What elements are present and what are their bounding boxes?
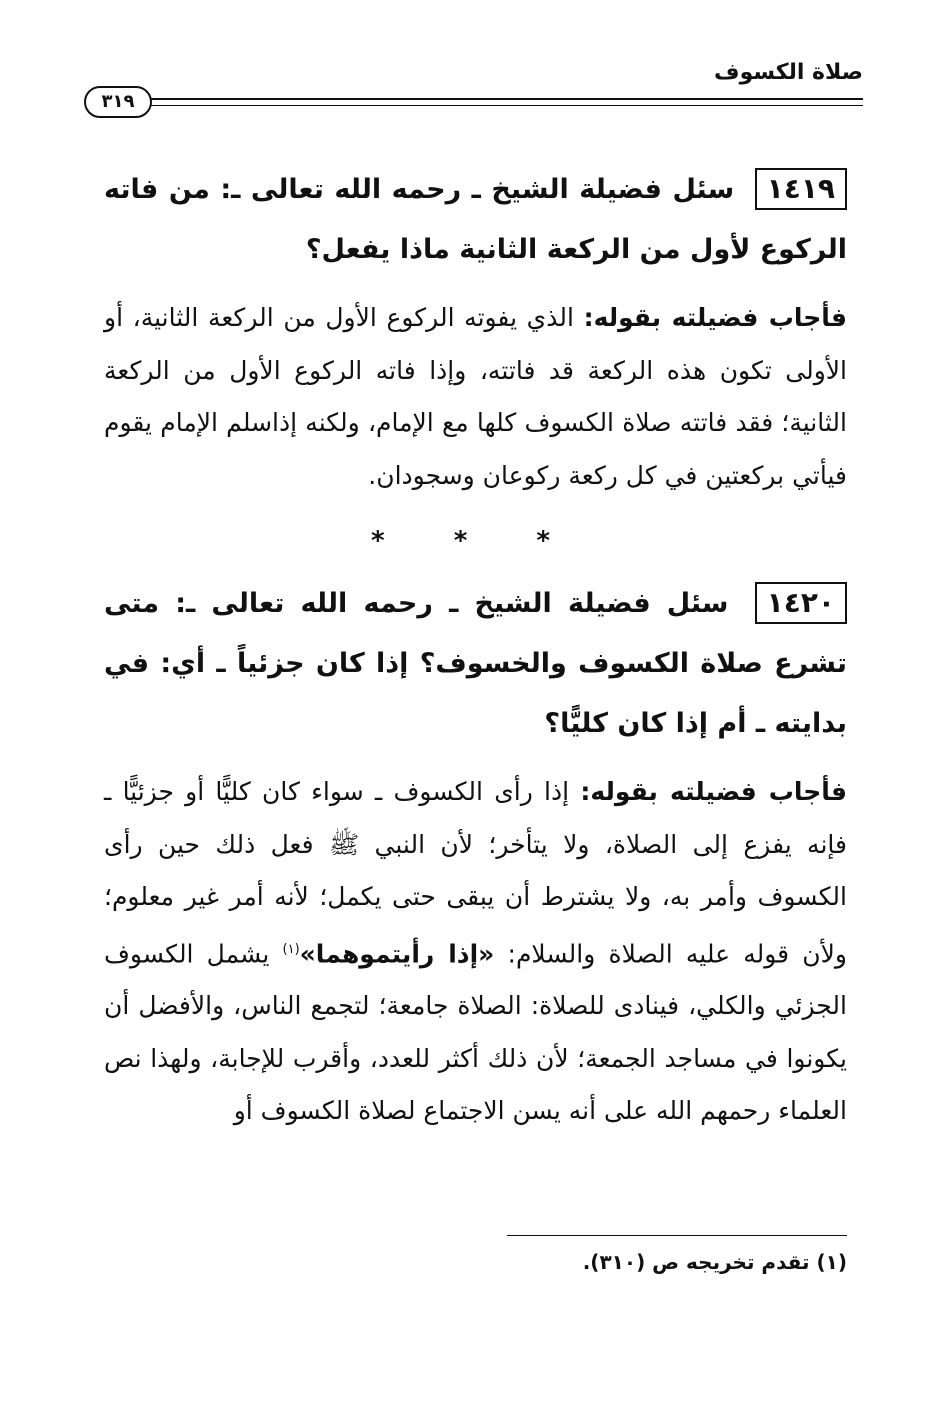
header-rule	[140, 98, 863, 106]
answer-lead-1419: فأجاب فضيلته بقوله:	[583, 303, 848, 332]
question-text-1419: سئل فضيلة الشيخ ـ رحمه الله تعالى ـ: من فاته الركوع لأول من الركعة الثانية ماذا يفعل؟	[104, 174, 847, 265]
section-separator: * * *	[371, 526, 580, 556]
footnote-marker[interactable]: (١)	[282, 941, 300, 957]
page-number: ٣١٩	[84, 86, 152, 118]
question-1420	[104, 574, 847, 754]
question-1419	[104, 160, 847, 280]
answer-text-1420-part1: إذا رأى الكسوف ـ سواء كان كليًّا أو جزئيًّا ـ فإنه يفزع إلى الصلاة، ولا يتأخر؛ لأن النبي ﷺ فعل ذلك حين رأى الكسوف وأمر به، ولا يشترط أن يبقى حتى يكمل؛ لأنه أمر غير معلوم؛ ولأن قوله عليه الصلاة والسلام:	[104, 777, 847, 968]
running-title: صلاة الكسوف	[714, 60, 863, 85]
question-number-1420: ١٤٢٠	[755, 582, 847, 624]
answer-1420	[104, 766, 847, 1138]
question-number-1419: ١٤١٩	[755, 168, 847, 210]
answer-1419	[104, 292, 847, 502]
answer-text-1420-part2: يشمل الكسوف الجزئي والكلي، فينادى للصلاة: الصلاة جامعة؛ لتجمع الناس، والأفضل أن يكونوا في مساجد الجمعة؛ لأن ذلك أكثر للعدد، وأقرب للإجابة، ولهذا نص العلماء رحمهم الله على أنه يسن الاجتماع لصلاة الكسوف أو	[104, 938, 847, 1126]
footnote-rule	[507, 1235, 847, 1236]
answer-text-1419: الذي يفوته الركوع الأول من الركعة الثانية، أو الأولى تكون هذه الركعة قد فاتته، وإذا فاته الركوع الأول من الركعة الثانية؛ فقد فاتته صلاة الكسوف كلها مع الإمام، ولكنه إذاسلم الإمام يقوم فيأتي بركعتين في كل ركعة ركوعان وسجودان.	[104, 303, 847, 490]
footnote: (١) تقدم تخريجه ص (٣١٠).	[582, 1250, 847, 1274]
hadith-quote: «إذا رأيتموهما»	[299, 938, 495, 968]
answer-lead-1420: فأجاب فضيلته بقوله:	[580, 777, 848, 806]
question-text-1420: سئل فضيلة الشيخ ـ رحمه الله تعالى ـ: متى تشرع صلاة الكسوف والخسوف؟ إذا كان جزئياً ـ أي: في بدايته ـ أم إذا كان كليًّا؟	[104, 588, 847, 739]
main-content	[104, 160, 847, 1138]
